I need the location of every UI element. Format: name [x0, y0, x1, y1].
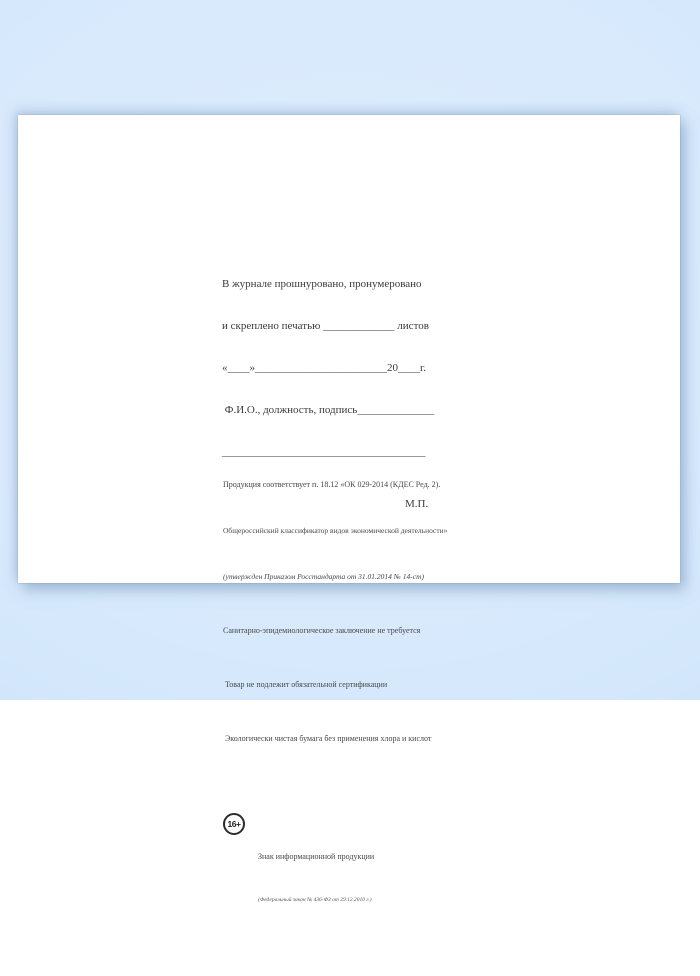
attestation-line-5: _____________________________________ — [222, 446, 426, 458]
compliance-block — [223, 444, 447, 976]
stamp-place-label: М.П. — [405, 498, 429, 510]
classifier-line: Общероссийский классификатор видов экономической деятельности» — [223, 526, 448, 535]
attestation-line-2: и скреплено печатью _____________ листов — [222, 320, 429, 332]
attestation-line-3: «____»________________________20____г. — [222, 362, 427, 374]
age-rating-16plus-icon — [223, 813, 245, 835]
ecology-line: Экологически чистая бумага без применения хлора и кислот — [225, 734, 432, 743]
info-product-sign-row — [223, 813, 447, 940]
attestation-line-1: В журнале прошнуровано, пронумеровано — [222, 278, 422, 290]
journal-back-cover-page — [18, 115, 680, 903]
info-sign-text — [258, 813, 374, 940]
product-standard-line: Продукция соответствует п. 18.12 «ОК 029-2014 (КДЕС Ред. 2). — [223, 480, 441, 489]
age-rating-label: 16+ — [227, 819, 241, 829]
certification-line: Товар не подлежит обязательной сертификации — [225, 680, 388, 689]
info-sign-title: Знак информационной продукции — [258, 852, 375, 861]
info-sign-law-reference: (Федеральный закон № 436-ФЗ от 29.12.2010 г.) — [258, 897, 372, 903]
attestation-line-4: Ф.И.О., должность, подпись______________ — [222, 404, 435, 416]
sanitary-conclusion-line: Санитарно-эпидемиологическое заключение не требуется — [223, 626, 421, 635]
approval-order-line: (утвержден Приказом Росстандарта от 31.01.2014 № 14-ст) — [223, 571, 424, 581]
